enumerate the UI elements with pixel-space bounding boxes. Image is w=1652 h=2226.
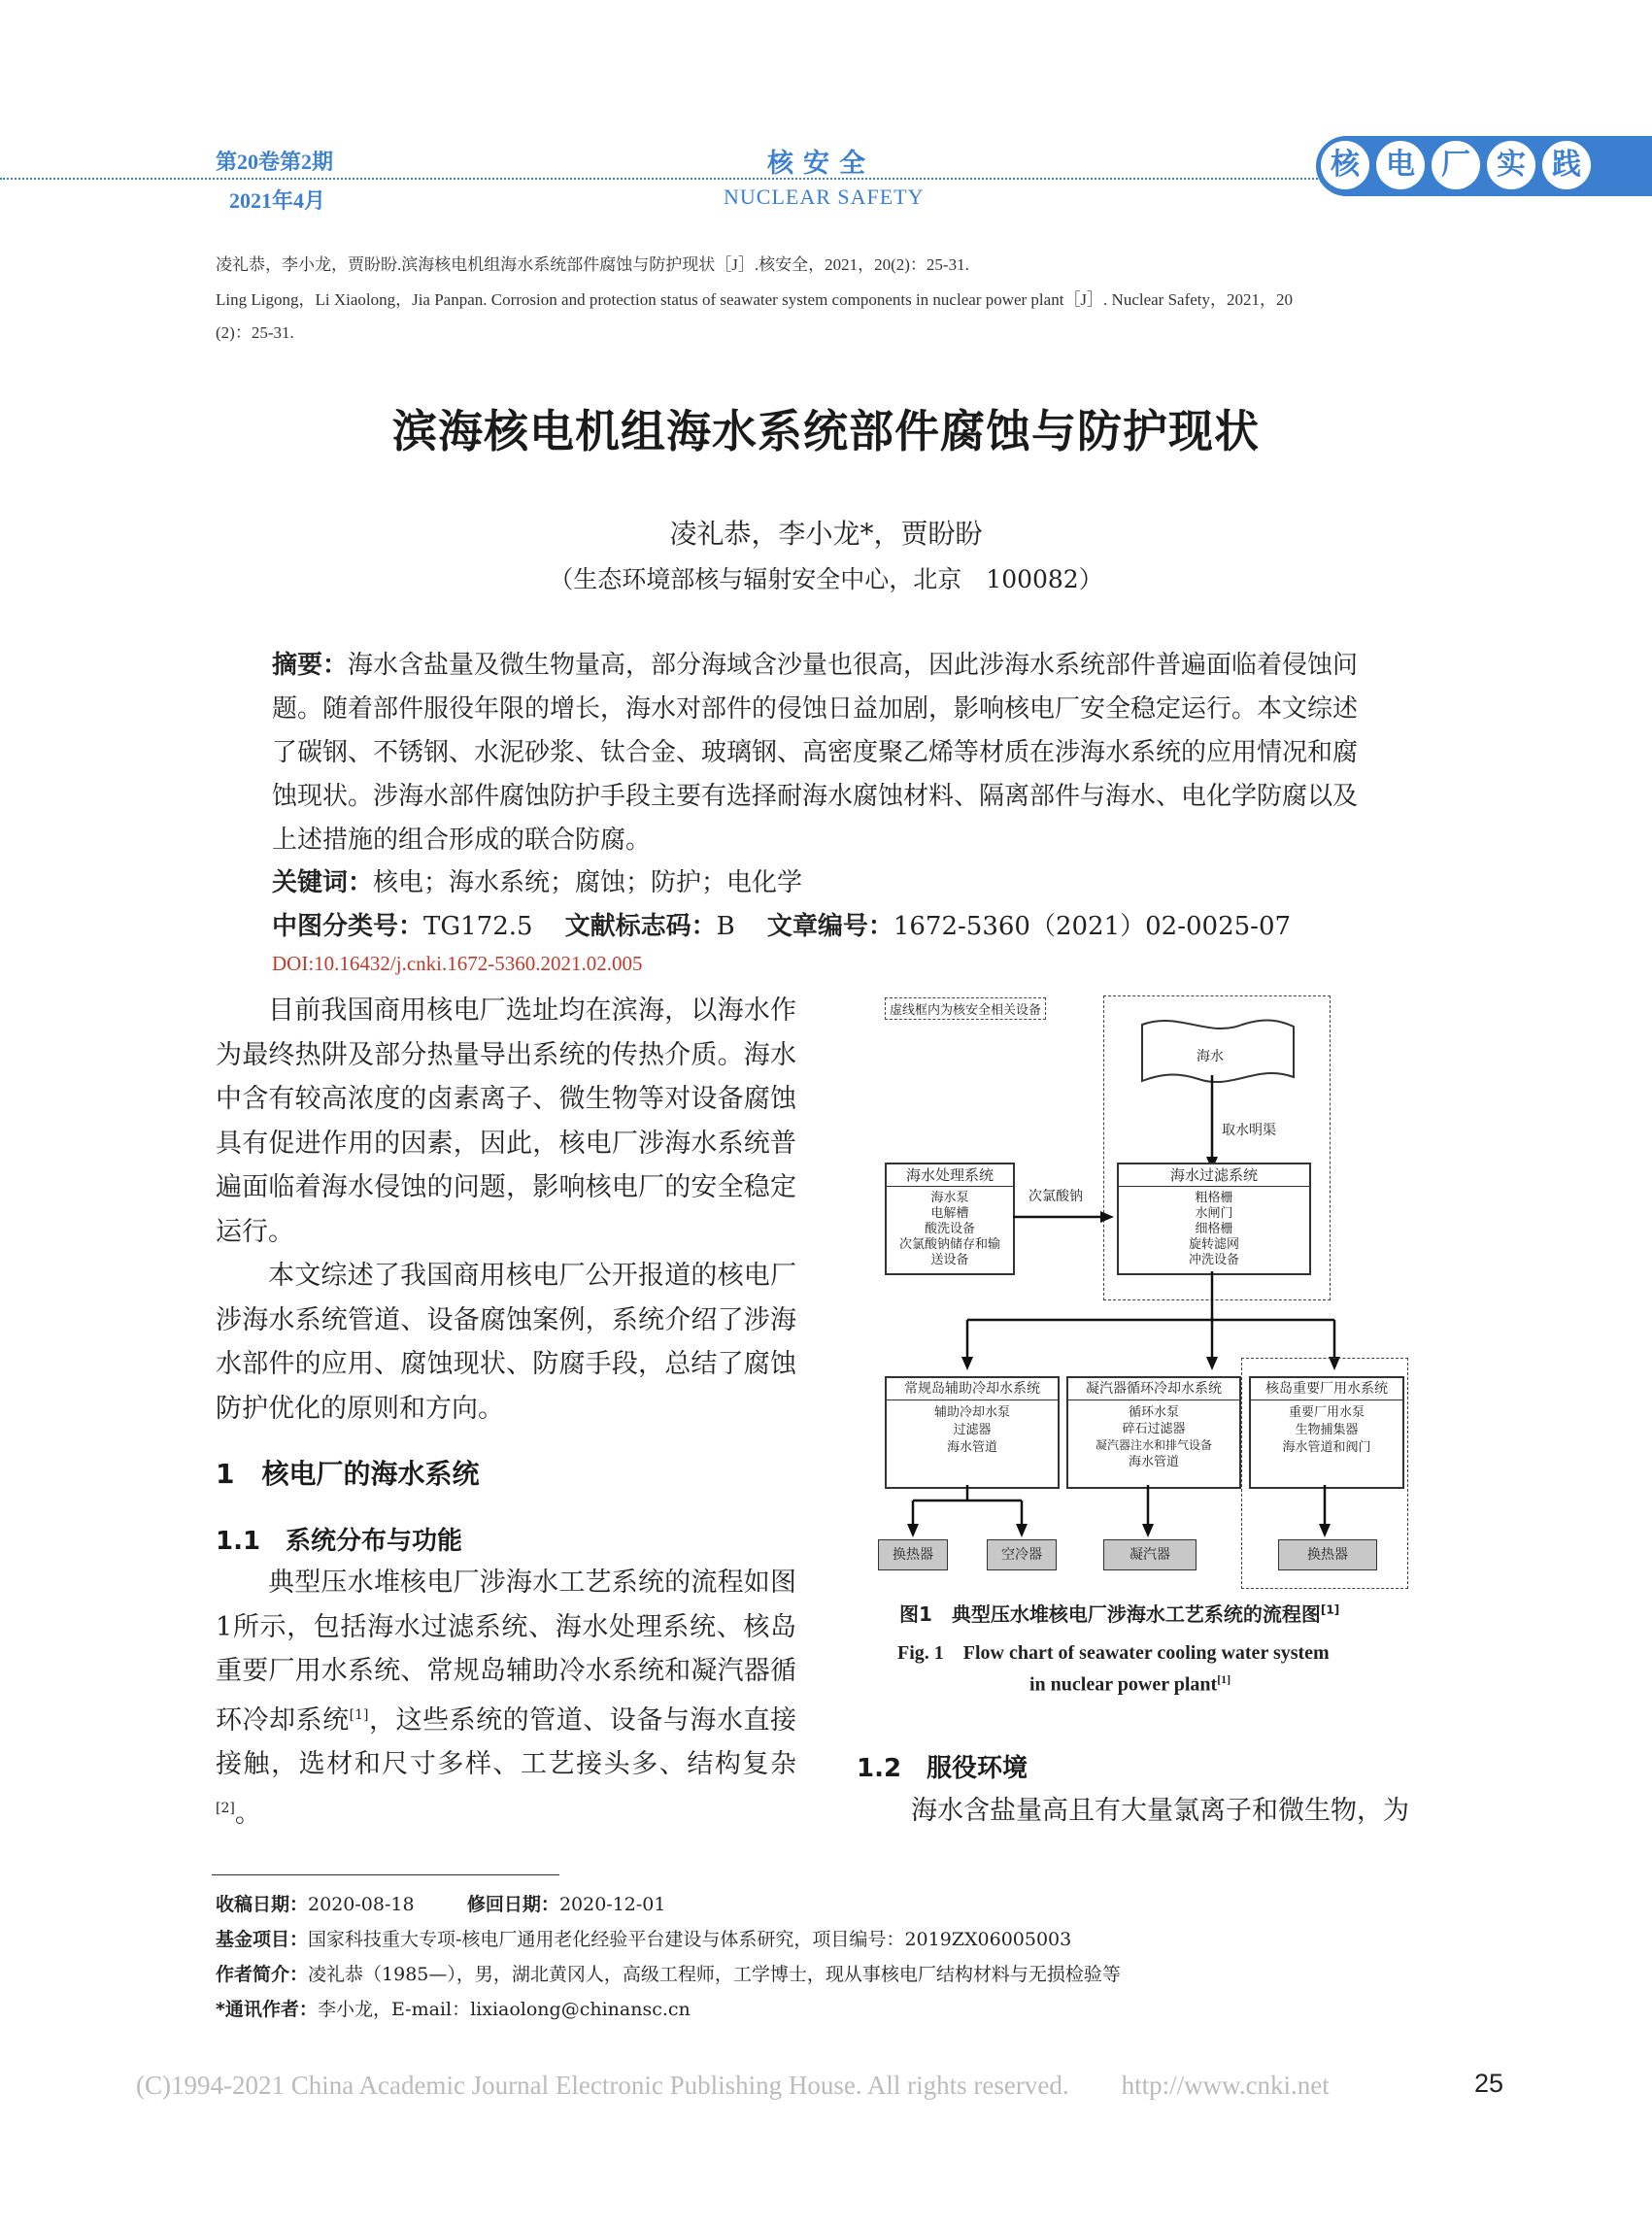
section-1-1-heading: 1.1 系统分布与功能 (216, 1527, 463, 1556)
article-title: 滨海核电机组海水系统部件腐蚀与防护现状 (392, 405, 1260, 457)
article-number-value: 1672-5360（2021）02-0025-07 (893, 912, 1292, 941)
issue-volume: 第20卷第2期 (216, 150, 334, 174)
citation-en: Ling Ligong，Li Xiaolong，Jia Panpan. Corrosion and protection status of seawater system components in nuclear power plant［J］. Nuclear Safety，2021，20 (216, 290, 1294, 309)
condenser-sys-item: 碎石过滤器 (1122, 1422, 1186, 1436)
treatment-item: 送设备 (930, 1253, 969, 1267)
clc-label: 中图分类号： (272, 912, 424, 941)
figure-caption-cn (899, 1599, 1339, 1627)
air-cooler-box: 空冷器 (987, 1539, 1057, 1570)
page-number: 25 (1474, 2069, 1504, 2098)
caption-en-ref[interactable]: [1] (1217, 1672, 1231, 1686)
filtration-item: 细格栅 (1195, 1222, 1233, 1236)
section-1-1-paragraph (216, 1561, 796, 1836)
filtration-item: 冲洗设备 (1188, 1253, 1239, 1267)
s11-text-end: 。 (234, 1798, 261, 1829)
received-label: 收稿日期： (216, 1894, 309, 1915)
essential-item: 海水管道和阀门 (1282, 1440, 1371, 1455)
intro-section (216, 989, 796, 1431)
caption-en-text: in nuclear power plant (1029, 1673, 1218, 1696)
caption-ref[interactable]: [1] (1320, 1602, 1340, 1617)
treatment-item: 电解槽 (930, 1206, 969, 1221)
ref-2[interactable]: [2] (216, 1800, 235, 1816)
section-1-heading: 1 核电厂的海水系统 (216, 1458, 480, 1490)
caption-cn-text: 图1 典型压水堆核电厂涉海水工艺系统的流程图 (899, 1602, 1321, 1626)
corresponding-author (216, 1995, 691, 2021)
conventional-item: 过滤器 (953, 1423, 992, 1437)
issue-date: 2021年4月 (229, 188, 326, 213)
classification (272, 906, 1291, 942)
conventional-title: 常规岛辅助冷却水系统 (887, 1378, 1058, 1400)
revised-value: 2020-12-01 (558, 1894, 666, 1915)
column-badge (1316, 136, 1652, 196)
doi-link[interactable]: DOI:10.16432/j.cnki.1672-5360.2021.02.005 (272, 952, 643, 975)
treatment-item: 次氯酸钠储存和输 (898, 1237, 1000, 1252)
keywords (272, 862, 802, 898)
condenser-sys-item: 海水管道 (1128, 1455, 1179, 1469)
filtration-item: 水闸门 (1195, 1206, 1233, 1221)
intro-paragraph-1: 目前我国商用核电厂选址均在滨海，以海水作为最终热阱及部分热量导出系统的传热介质。海水中含有较高浓度的卤素离子、微生物等对设备腐蚀具有促进作用的因素，因此，核电厂涉海水系统普遍面临着海水侵蚀的问题，影响核电厂的安全稳定运行。 (216, 995, 796, 1247)
section-1-1-body (216, 1561, 796, 1836)
intake-label: 取水明渠 (1222, 1123, 1276, 1138)
copyright-notice: (C)1994-2021 China Academic Journal Electronic Publishing House. All rights reserved. http://www.cnki.net (136, 2071, 1330, 2100)
hypochlorite-label: 次氯酸钠 (1028, 1189, 1083, 1204)
citation-cn: 凌礼恭，李小龙，贾盼盼.滨海核电机组海水系统部件腐蚀与防护现状［J］.核安全，2021，20(2)：25-31. (216, 255, 969, 274)
doc-code-value: B (716, 912, 735, 941)
author-bio (216, 1960, 1121, 1986)
corr-label: *通讯作者： (216, 1999, 318, 2020)
badge-char: 核 (1321, 141, 1369, 189)
affiliation: （生态环境部核与辐射安全中心，北京 100082） (549, 565, 1103, 593)
corr-value: 李小龙，E-mail：lixiaolong@chinansc.cn (317, 1999, 691, 2020)
arrow-intake (1205, 1075, 1219, 1172)
received-date (216, 1890, 665, 1916)
badge-char: 电 (1376, 141, 1425, 189)
article-number-label: 文章编号： (766, 912, 893, 941)
doc-code-label: 文献标志码： (564, 912, 717, 941)
conventional-island-box (885, 1376, 1060, 1489)
authors: 凌礼恭，李小龙*，贾盼盼 (669, 518, 983, 550)
abstract-label: 摘要： (272, 651, 349, 680)
s11-text-b: ，这些系统的管道、设备与海水直接接触，选材和尺寸多样、工艺接头多、结构复杂 (216, 1704, 796, 1779)
condenser-system-box (1066, 1376, 1241, 1489)
figure-caption-en-2 (1029, 1672, 1231, 1697)
heat-exchanger-box: 换热器 (878, 1539, 948, 1570)
fund-note (216, 1925, 1071, 1951)
figure-legend: 虚线框内为核安全相关设备 (885, 997, 1046, 1020)
conventional-item: 辅助冷却水泵 (933, 1405, 1010, 1420)
header-rule (0, 178, 1321, 180)
abstract (272, 644, 1381, 862)
condenser-sys-item: 凝汽器注水和排气设备 (1095, 1438, 1212, 1452)
filtration-system-box (1117, 1163, 1311, 1275)
keywords-label: 关键词： (272, 868, 374, 897)
essential-item: 生物捕集器 (1295, 1423, 1359, 1437)
badge-char: 践 (1542, 141, 1591, 189)
essential-title: 核岛重要厂用水系统 (1251, 1378, 1402, 1400)
abstract-text: 海水含盐量及微生物量高，部分海域含沙量也很高，因此涉海水系统部件普遍面临着侵蚀问题。随着部件服役年限的增长，海水对部件的侵蚀日益加剧，影响核电厂安全稳定运行。本文综述了碳钢、不锈钢、水泥砂浆、钛合金、玻璃钢、高密度聚乙烯等材质在涉海水系统的应用情况和腐蚀现状。涉海水部件腐蚀防护手段主要有选择耐海水腐蚀材料、隔离部件与海水、电化学防腐以及上述措施的组合形成的联合防腐。 (272, 651, 1359, 855)
essential-item: 重要厂用水泵 (1288, 1405, 1365, 1420)
section-1-2-heading: 1.2 服役环境 (857, 1754, 1028, 1783)
citation-en-cont: (2)：25-31. (216, 323, 294, 342)
seawater-label: 海水 (1197, 1049, 1224, 1064)
bio-label: 作者简介： (216, 1964, 309, 1985)
clc-value: TG172.5 (423, 912, 533, 941)
section-1-2-paragraph: 海水含盐量高且有大量氯离子和微生物，为 (911, 1796, 1409, 1826)
badge-char: 厂 (1432, 141, 1480, 189)
intro-paragraph-2: 本文综述了我国商用核电厂公开报道的核电厂涉海水系统管道、设备腐蚀案例，系统介绍了涉海水部件的应用、腐蚀现状、防腐手段，总结了腐蚀防护优化的原则和方向。 (216, 1261, 796, 1424)
fund-label: 基金项目： (216, 1929, 309, 1950)
bio-value: 凌礼恭（1985—），男，湖北黄冈人，高级工程师，工学博士，现从事核电厂结构材料与无损检验等 (308, 1964, 1121, 1985)
treatment-title: 海水处理系统 (887, 1164, 1013, 1187)
conventional-item: 海水管道 (946, 1440, 997, 1455)
badge-char: 实 (1487, 141, 1535, 189)
revised-label: 修回日期： (466, 1894, 559, 1915)
received-value: 2020-08-18 (308, 1894, 415, 1915)
filtration-item: 粗格栅 (1195, 1191, 1233, 1205)
figure-1-flowchart (870, 986, 1414, 1588)
condenser-sys-item: 循环水泵 (1128, 1405, 1179, 1420)
journal-name-en: NUCLEAR SAFETY (724, 185, 925, 209)
essential-water-box (1249, 1376, 1404, 1489)
keywords-text: 核电；海水系统；腐蚀；防护；电化学 (373, 868, 803, 897)
arrow-hypochlorite (1013, 1207, 1116, 1227)
footnote-rule (212, 1874, 559, 1875)
s11-text-a: 典型压水堆核电厂涉海水工艺系统的流程如图1所示，包括海水过滤系统、海水处理系统、核岛重要厂用水系统、常规岛辅助冷水系统和凝汽器循环冷却系统 (216, 1568, 796, 1736)
figure-caption-en-1: Fig. 1 Flow chart of seawater cooling water system (897, 1642, 1330, 1664)
treatment-item: 酸洗设备 (924, 1222, 975, 1236)
fund-value: 国家科技重大专项-核电厂通用老化经验平台建设与体系研究，项目编号：2019ZX06005003 (308, 1929, 1072, 1950)
heat-exchanger-essential-box: 换热器 (1278, 1539, 1377, 1570)
ref-1[interactable]: [1] (349, 1706, 369, 1723)
condenser-box: 凝汽器 (1103, 1539, 1197, 1570)
filtration-item: 旋转滤网 (1188, 1237, 1239, 1252)
filtration-title: 海水过滤系统 (1119, 1164, 1309, 1187)
treatment-system-box (885, 1163, 1015, 1275)
journal-name-cn: 核安全 (767, 149, 875, 179)
condenser-sys-title: 凝汽器循环冷却水系统 (1068, 1378, 1239, 1400)
treatment-item: 海水泵 (930, 1191, 969, 1205)
